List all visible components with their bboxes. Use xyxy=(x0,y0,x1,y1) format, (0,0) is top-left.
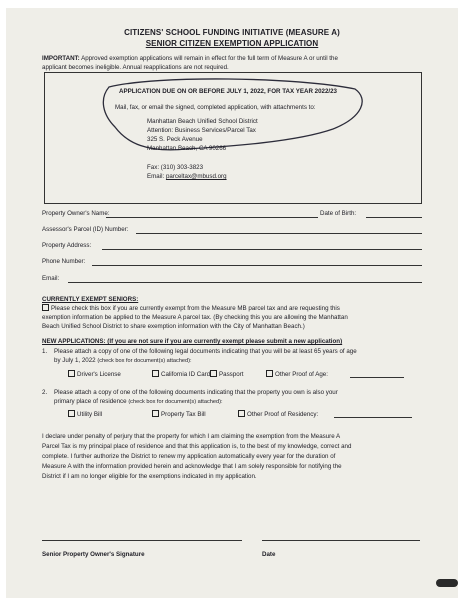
mail-instructions: Mail, fax, or email the signed, completed application, with attachments to: xyxy=(115,104,316,111)
phone-field[interactable] xyxy=(92,265,422,266)
property-address-field[interactable] xyxy=(102,249,422,250)
date-label: Date xyxy=(262,551,276,558)
drivers-license-label: Driver's License xyxy=(77,371,121,378)
other-age-field[interactable] xyxy=(350,377,404,378)
item2-note: (check box for document(s) attached): xyxy=(128,399,223,405)
other-age-checkbox[interactable] xyxy=(266,370,273,377)
exempt-line-2: exemption information be applied to the Measure A parcel tax. (By checking this you are allowing the Manhattan xyxy=(42,314,348,321)
item1-line-2 xyxy=(54,356,192,366)
item1-num: 1. xyxy=(42,348,48,355)
option-other-residency[interactable] xyxy=(238,410,318,420)
exempt-heading: CURRENTLY EXEMPT SENIORS: xyxy=(42,296,139,303)
property-tax-bill-label: Property Tax Bill xyxy=(161,411,206,418)
item2-line-1: Please attach a copy of one of the following documents indicating that the property you own is also your xyxy=(54,389,338,396)
declaration-line-5: District if I am no longer eligible for the exemptions indicated in my application. xyxy=(42,473,257,480)
email-label: Email: xyxy=(42,275,60,282)
form-title: CITIZENS' SCHOOL FUNDING INITIATIVE (MEASURE A) xyxy=(124,28,340,37)
address-line-2: Attention: Business Services/Parcel Tax xyxy=(147,127,256,134)
exempt-checkbox[interactable] xyxy=(42,304,49,311)
email-contact-label: Email: xyxy=(147,173,165,180)
submission-box xyxy=(44,72,422,204)
other-residency-label: Other Proof of Residency: xyxy=(247,411,319,418)
fax-number: Fax: (310) 303-3823 xyxy=(147,164,204,171)
utility-bill-checkbox[interactable] xyxy=(68,410,75,417)
option-passport[interactable] xyxy=(210,370,243,380)
other-residency-field[interactable] xyxy=(334,417,412,418)
item2-line-2-text: primary place of residence xyxy=(54,398,127,405)
item1-note: (check box for document(s) attached): xyxy=(97,358,192,364)
item1-line-2-text: by July 1, 2022 xyxy=(54,357,96,364)
due-date-line: APPLICATION DUE ON OR BEFORE JULY 1, 2022, FOR TAX YEAR 2022/23 xyxy=(119,88,337,95)
address-line-3: 325 S. Peck Avenue xyxy=(147,136,203,143)
address-line-4: Manhattan Beach, CA 90266 xyxy=(147,145,227,152)
application-form xyxy=(6,8,458,598)
dob-label: Date of Birth: xyxy=(320,210,357,217)
signature-label: Senior Property Owner's Signature xyxy=(42,551,145,558)
important-label: IMPORTANT: xyxy=(42,55,80,62)
important-text-1: Approved exemption applications will remain in effect for the full term of Measure A or until the xyxy=(81,55,338,62)
owner-name-field[interactable] xyxy=(106,217,318,218)
other-residency-checkbox[interactable] xyxy=(238,410,245,417)
drivers-license-checkbox[interactable] xyxy=(68,370,75,377)
important-text-2: applicant becomes ineligible. Annual reapplications are not required. xyxy=(42,64,229,71)
date-field[interactable] xyxy=(262,540,420,541)
form-subtitle: SENIOR CITIZEN EXEMPTION APPLICATION xyxy=(145,39,319,48)
other-age-label: Other Proof of Age: xyxy=(275,371,328,378)
binder-clip-mark xyxy=(436,579,458,587)
passport-label: Passport xyxy=(219,371,244,378)
email-link[interactable]: parceltax@mbusd.org xyxy=(165,173,227,180)
option-property-tax-bill[interactable] xyxy=(152,410,206,420)
option-california-id[interactable] xyxy=(152,370,210,380)
declaration-line-2: Parcel Tax is my principal place of residence and that this application is, to the best of my knowledge, correct and xyxy=(42,443,352,450)
signature-field[interactable] xyxy=(42,540,242,541)
item2-num: 2. xyxy=(42,389,48,396)
exempt-text-1: Please check this box if you are currently exempt from the Measure MB parcel tax and are requesting this xyxy=(51,305,340,312)
dob-field[interactable] xyxy=(366,217,422,218)
email-field[interactable] xyxy=(68,282,422,283)
property-tax-bill-checkbox[interactable] xyxy=(152,410,159,417)
apn-field[interactable] xyxy=(136,233,422,234)
item2-line-2 xyxy=(54,397,223,407)
declaration-line-4: Measure A with the information provided herein and acknowledge that I am solely responsible for notifying the xyxy=(42,463,342,470)
owner-name-label: Property Owner's Name: xyxy=(42,210,110,217)
declaration-line-1: I declare under penalty of perjury that the property for which I am claiming the exemption from the Measure A xyxy=(42,433,341,440)
california-id-checkbox[interactable] xyxy=(152,370,159,377)
declaration-line-3: complete. I further authorize the District to renew my application automatically every year for the duration of xyxy=(42,453,336,460)
address-line-1: Manhattan Beach Unified School District xyxy=(147,118,258,125)
option-utility-bill[interactable] xyxy=(68,410,102,420)
utility-bill-label: Utility Bill xyxy=(77,411,103,418)
property-address-label: Property Address: xyxy=(42,242,92,249)
california-id-label: California ID Card xyxy=(161,371,211,378)
option-other-age[interactable] xyxy=(266,370,328,380)
email-contact xyxy=(147,172,227,182)
apn-label: Assessor's Parcel (ID) Number: xyxy=(42,226,129,233)
passport-checkbox[interactable] xyxy=(210,370,217,377)
option-drivers-license[interactable] xyxy=(68,370,121,380)
item1-line-1: Please attach a copy of one of the following legal documents indicating that you will be at least 65 years of age xyxy=(54,348,357,355)
phone-label: Phone Number: xyxy=(42,258,86,265)
new-apps-heading: NEW APPLICATIONS: (If you are not sure if you are currently exempt please submit a new application) xyxy=(42,338,343,345)
exempt-line-3: Beach Unified School District to share exemption information with the City of Manhattan Beach.) xyxy=(42,323,305,330)
